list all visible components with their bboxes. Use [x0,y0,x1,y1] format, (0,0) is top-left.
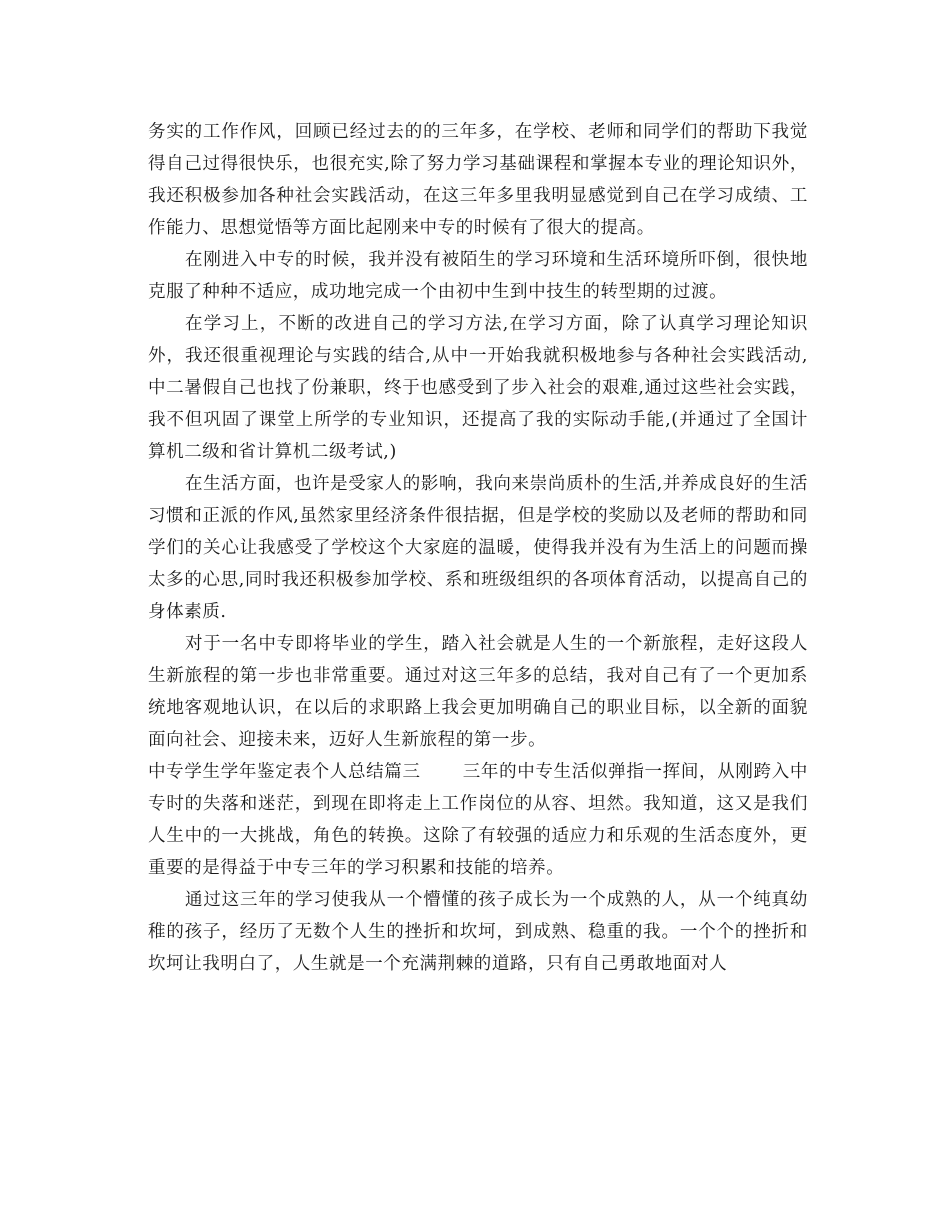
paragraph-3: 在学习上，不断的改进自己的学习方法,在学习方面，除了认真学习理论知识外，我还很重视理论与实践的结合,从中一开始我就积极地参与各种社会实践活动,中二暑假自己也找了份兼职，终于也感受到了步入社会的艰难,通过这些社会实践，我不但巩固了课堂上所学的专业知识，还提高了我的实际动手能,(并通过了全国计算机二级和省计算机二级考试,) [148,314,808,462]
paragraph-2: 在刚进入中专的时候，我并没有被陌生的学习环境和生活环境所吓倒，很快地克服了种种不适应，成功地完成一个由初中生到中技生的转型期的过渡。 [148,250,808,302]
paragraph-4: 在生活方面，也许是受家人的影响，我向来崇尚质朴的生活,并养成良好的生活习惯和正派的作风,虽然家里经济条件很拮据，但是学校的奖励以及老师的帮助和同学们的关心让我感受了学校这个大家庭的温暖，使得我并没有为生活上的问题而操太多的心思,同时我还积极参加学校、系和班级组织的各项体育活动，以提高自己的身体素质. [148,474,808,622]
paragraph-1: 务实的工作作风，回顾已经过去的的三年多，在学校、老师和同学们的帮助下我觉得自己过得很快乐，也很充实,除了努力学习基础课程和掌握本专业的理论知识外，我还积极参加各种社会实践活动，在这三年多里我明显感觉到自己在学习成绩、工作能力、思想觉悟等方面比起刚来中专的时候有了很大的提高。 [148,122,808,238]
paragraph-7: 通过这三年的学习使我从一个懵懂的孩子成长为一个成熟的人，从一个纯真幼稚的孩子，经历了无数个人生的挫折和坎坷，到成熟、稳重的我。一个个的挫折和坎坷让我明白了，人生就是一个充满荆棘的道路，只有自己勇敢地面对人 [148,890,808,974]
paragraph-5: 对于一名中专即将毕业的学生，踏入社会就是人生的一个新旅程，走好这段人生新旅程的第一步也非常重要。通过对这三年多的总结，我对自己有了一个更加系统地客观地认识，在以后的求职路上我会更加明确自己的职业目标，以全新的面貌面向社会、迎接未来，迈好人生新旅程的第一步。 [148,634,808,750]
document-body [148,116,808,980]
paragraph-6-text: 三年的中专生活似弹指一挥间，从刚跨入中专时的失落和迷茫，到现在即将走上工作岗位的从容、坦然。我知道，这又是我们人生中的一大挑战，角色的转换。这除了有较强的适应力和乐观的生活态度外，更重要的是得益于中专三年的学习积累和技能的培养。 [148,762,809,878]
section-heading: 中专学生学年鉴定表个人总结篇三 [148,762,421,782]
paragraph-6 [148,756,808,884]
